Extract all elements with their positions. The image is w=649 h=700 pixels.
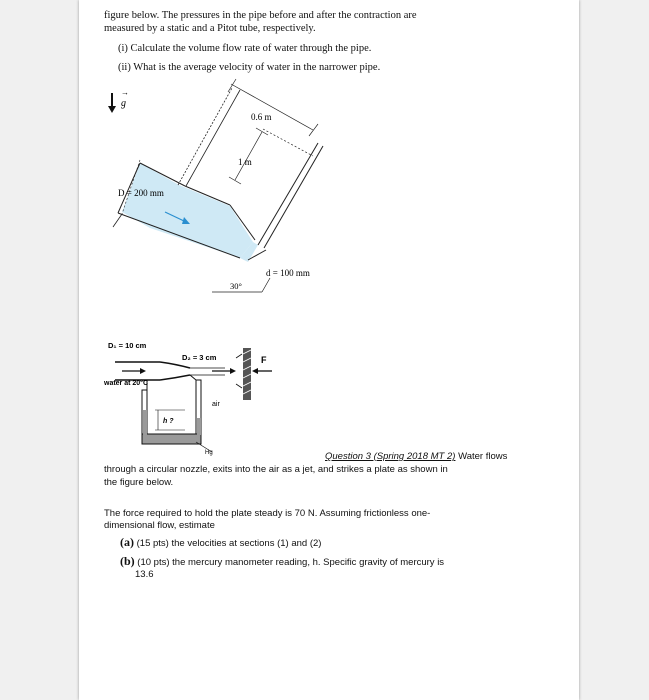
q2-intro-line-2: measured by a static and a Pitot tube, respectively. — [104, 23, 316, 34]
q3-title-line — [325, 451, 507, 463]
q3-title: Question 3 (Spring 2018 MT 2) — [325, 451, 456, 462]
angle-label: 30° — [230, 281, 242, 291]
h-label: h ? — [163, 418, 174, 425]
jet-arrow-icon — [212, 368, 236, 374]
big-diameter-label: D = 200 mm — [118, 188, 164, 198]
gravity-label: g — [121, 98, 126, 109]
q2-intro-line-1: figure below. The pressures in the pipe before and after the contraction are — [104, 10, 417, 21]
part-b-text: (10 pts) the mercury manometer reading, h. Specific gravity of mercury is — [134, 557, 445, 568]
q3-intro-line-2: through a circular nozzle, exits into the air as a jet, and strikes a plate as shown in — [104, 464, 448, 475]
q3-part-b — [120, 555, 444, 569]
force-label: F — [261, 355, 267, 365]
d1-label: D₁ = 10 cm — [108, 341, 147, 350]
pipe-contraction-figure — [0, 0, 649, 300]
q3-intro-tail: Water flows — [455, 451, 508, 462]
flow-arrow-icon — [122, 368, 146, 374]
mercury-manometer — [142, 375, 201, 444]
height-dimension-label: 1 m — [238, 157, 252, 167]
part-a-letter: (a) — [120, 535, 134, 549]
width-dimension-label: 0.6 m — [251, 112, 272, 122]
q3-part-a — [120, 536, 321, 550]
q2-part-ii: (ii) What is the average velocity of water in the narrower pipe. — [118, 62, 381, 73]
q3-para-line-2: dimensional flow, estimate — [104, 520, 215, 531]
part-b-letter: (b) — [120, 554, 135, 568]
q3-para-line-1: The force required to hold the plate steady is 70 N. Assuming frictionless one- — [104, 508, 431, 519]
vector-arrow-glyph: → — [121, 88, 129, 97]
hg-label: Hg — [205, 450, 213, 456]
q3-intro-line-3: the figure below. — [104, 477, 174, 488]
air-label: air — [212, 401, 220, 408]
q2-part-i: (i) Calculate the volume flow rate of water through the pipe. — [118, 43, 372, 54]
q3-part-b-cont: 13.6 — [135, 569, 154, 580]
nozzle-manometer-figure — [0, 330, 649, 460]
part-a-text: (15 pts) the velocities at sections (1) and (2) — [134, 538, 322, 549]
small-diameter-label: d = 100 mm — [266, 268, 310, 278]
gravity-arrow-icon — [108, 93, 116, 113]
water-label: water at 20°C — [104, 380, 149, 387]
d2-label: D₂ = 3 cm — [182, 353, 217, 362]
force-arrow-icon — [252, 368, 272, 374]
